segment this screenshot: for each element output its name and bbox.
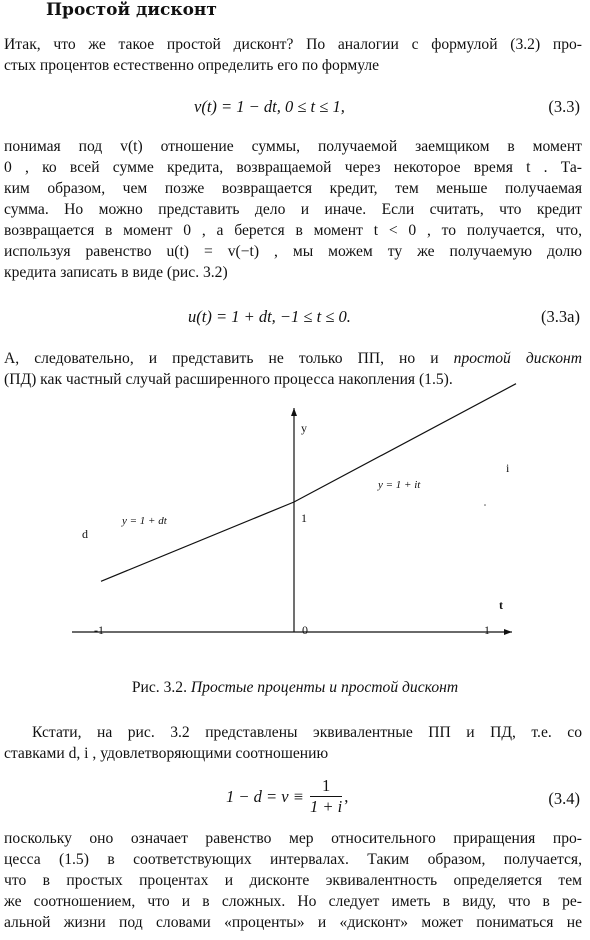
equation-3-4 (0, 776, 590, 822)
text-run: А, следовательно, и представить не только ПП, но и (4, 350, 454, 367)
text-line: понимая под v(t) отношение суммы, получаемой заемщиком в момент (4, 138, 582, 155)
text-line: используя равенство u(t) = v(−t) , мы можем ту же получаемую долю (4, 243, 582, 260)
text-line: же соотношением, что и в сложных. Но следует иметь в виду, что в ре- (4, 893, 582, 910)
text-line: сумма. Но можно представить дело и иначе. Если считать, что кредит (4, 201, 582, 218)
text-line: ким образом, чем позже возвращается кредит, тем меньше получаемая (4, 180, 582, 197)
fraction (310, 776, 342, 817)
x-axis-arrow (504, 629, 512, 635)
text-line: возвращается в момент 0 , а берется в момент t < 0 , то получается, что, (4, 222, 582, 239)
series-line-discount (101, 502, 294, 581)
text-line: Итак, что же такое простой дисконт? По аналогии с формулой (3.2) про- (4, 36, 582, 53)
equation-number: (3.3a) (541, 307, 580, 326)
text-line: кредита записать в виде (рис. 3.2) (4, 264, 228, 281)
text-line: что в простых процентах и дисконте эквивалентность определяется тем (4, 872, 582, 889)
equation-lhs: 1 − d = v ≡ (226, 787, 308, 806)
figure-caption (0, 677, 590, 698)
equation-body: v(t) = 1 − dt, 0 ≤ t ≤ 1, (194, 97, 345, 116)
point-mark (484, 504, 486, 506)
equation-number: (3.4) (548, 789, 580, 808)
text-line: 0 , ко всей сумме кредита, возвращаемой через некоторое время t . Та- (4, 159, 582, 176)
fraction-denominator: 1 + i (309, 797, 343, 816)
text-line: цесса (1.5) в соответствующих интервалах. Таким образом, получается, (4, 851, 582, 868)
y-axis-arrow (291, 408, 297, 416)
fraction-numerator: 1 (310, 776, 342, 797)
tick-label-0: 0 (302, 623, 308, 637)
equation-body (226, 776, 348, 817)
text-line: альной жизни под словами «проценты» и «дисконт» может пониматься не (4, 914, 582, 931)
y-axis-label: y (301, 421, 307, 435)
x-axis-label: t (499, 598, 503, 612)
text-line: (ПД) как частный случай расширенного процесса накопления (1.5). (4, 371, 453, 388)
y-tick-label-1: 1 (301, 511, 307, 525)
tick-label-minus1: -1 (94, 623, 104, 637)
line-left-label: y = 1 + dt (122, 515, 167, 527)
caption-prefix: Рис. 3.2. (131, 679, 191, 696)
label-i: i (506, 461, 510, 475)
text-line: Кстати, на рис. 3.2 представлены эквивалентные ПП и ПД, т.е. со (32, 724, 582, 741)
line-right-label: y = 1 + it (378, 479, 421, 491)
equation-tail: , (344, 787, 349, 806)
section-heading: Простой дисконт (46, 0, 217, 20)
equation-body: u(t) = 1 + dt, −1 ≤ t ≤ 0. (188, 307, 351, 326)
caption-title: Простые проценты и простой дисконт (190, 679, 459, 696)
equation-number: (3.3) (548, 97, 580, 116)
paragraph-5 (4, 828, 582, 933)
tick-label-1: 1 (484, 623, 490, 637)
text-line: ставками d, i , удовлетворяющими соотношению (4, 745, 329, 762)
series-layer (101, 384, 516, 582)
text-line: поскольку оно означает равенство мер относительного приращения про- (4, 830, 582, 847)
label-d: d (82, 527, 88, 541)
text-line: стых процентов естественно определить его по формуле (4, 57, 380, 74)
paragraph-4 (4, 722, 582, 764)
emphasis-text: простой дисконт (453, 350, 582, 367)
